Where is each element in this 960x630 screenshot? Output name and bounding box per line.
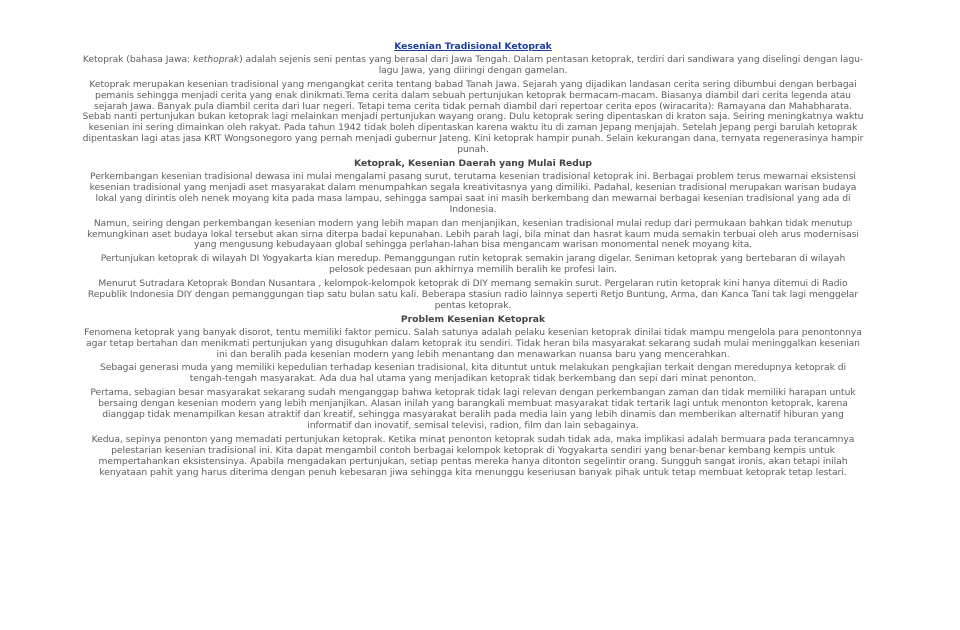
paragraph-pertunjukan: Pertunjukan ketoprak di wilayah DI Yogyakarta kian meredup. Pemanggungan rutin ketoprak semakin jarang digelar. Seniman ketoprak yang bertebaran di wilayah pelosok pedesaan pun akhirnya memilih beralih ke profesi lain. <box>100 253 846 276</box>
paragraph-kedua: Kedua, sepinya penonton yang memadati pertunjukan ketoprak. Ketika minat penonton ketoprak sudah tidak ada, maka implikasi adalah bermuara pada terancamnya pelestarian kesenian tradisional ini. Kita dapat mengambil contoh berbagai kelompok ketoprak di Yogyakarta sendiri yang benar-benar kembang kempis untuk mempertahankan eksistensinya. Apabila mengadakan pertunjukan, setiap pentas mereka hanya ditonton segelintir orang. Sungguh sangat ironis, akan tetapi inilah kenyataan pahit yang harus diterima dengan penuh kebesaran jiwa sehingga kita menunggu keseriusan banyak pihak untuk tetap membuat ketoprak tetap lestari. <box>91 433 855 478</box>
intro-text-start: Ketoprak (bahasa Jawa: <box>82 53 193 65</box>
paragraph-perkembangan: Perkembangan kesenian tradisional dewasa ini mulai mengalami pasang surut, terutama kesenian tradisional ketoprak ini. Berbagai problem terus mewarnai eksistensi kesenian tradisional yang menjadi aset masyarakat dalam menumpahkan segala kreativitasnya yang dimiliki. Padahal, kesenian tradisional merupakan warisan budaya lokal yang dirintis oleh nenek moyang kita pada masa lampau, sehingga sampai saat ini masih berkembang dan mewarnai berbagai kesenian tradisional yang ada di Indonesia. <box>89 170 857 215</box>
paragraph-pertama: Pertama, sebagian besar masyarakat sekarang sudah menganggap bahwa ketoprak tidak lagi relevan dengan perkembangan zaman dan tidak memiliki harapan untuk bersaing dengan kesenian modern yang lebih menjanjikan. Alasan inilah yang barangkali membuat masyarakat tidak tertarik lagi untuk menonton ketoprak, karena dianggap tidak menampilkan kesan atraktif dan kreatif, sehingga masyarakat beralih pada media lain yang lebih dinamis dan memberikan alternatif hiburan yang informatif dan inovatif, semisal televisi, radion, film dan lain sebagainya. <box>90 387 856 431</box>
article <box>82 42 864 482</box>
section-heading-redup: Ketoprak, Kesenian Daerah yang Mulai Redup <box>354 158 592 170</box>
intro-paragraph <box>82 55 864 77</box>
article-title-link[interactable]: Kesenian Tradisional Ketoprak <box>394 41 552 52</box>
section-heading-problem: Problem Kesenian Ketoprak <box>400 313 546 325</box>
paragraph-generasi-muda: Sebagai generasi muda yang memiliki kepedulian terhadap kesenian tradisional, kita dituntut untuk melakukan pengkajian terkait dengan meredupnya ketoprak di tengah-tengah masyarakat. Ada dua hal utama yang menjadikan ketoprak tidak berkembang dan sepi dari minat penonton. <box>99 362 847 385</box>
paragraph-menurut: Menurut Sutradara Ketoprak Bondan Nusantara , kelompok-kelompok ketoprak di DIY memang semakin surut. Pergelaran rutin ketoprak kini hanya ditemui di Radio Republik Indonesia DIY dengan pemanggungan tiap satu bulan satu kali. Beberapa stasiun radio lainnya seperti Retjo Buntung, Arma, dan Kanca Tani tak lagi menggelar pentas ketoprak. <box>87 278 859 311</box>
intro-text-end: ) adalah sejenis seni pentas yang berasal dari Jawa Tengah. Dalam pentasan ketoprak, terdiri dari sandiwara yang diselingi dengan lagu-lagu Jawa, yang diiringi dengan gamelan. <box>239 53 864 76</box>
paragraph-namun: Namun, seiring dengan perkembangan kesenian modern yang lebih mapan dan menjanjikan, kesenian tradisional mulai redup dari permukaan bahkan tidak menutup kemungkinan aset budaya lokal tersebut akan sirna diterpa badai kepunahan. Lebih parah lagi, bila minat dan hasrat kaum muda semakin terbuai oleh arus modernisasi yang mengusung kebudayaan global sehingga perlahan-lahan bisa mengancam warisan monomental nenek moyang kita. <box>87 217 859 251</box>
paragraph-fenomena: Fenomena ketoprak yang banyak disorot, tentu memiliki faktor pemicu. Salah satunya adalah pelaku kesenian ketoprak dinilai tidak mampu mengelola para penontonnya agar tetap bertahan dan menikmati pertunjukan yang disuguhkan dalam ketoprak itu sendiri. Tidak heran bila masyarakat sekarang sudah mulai meninggalkan kesenian ini dan beralih pada kesenian modern yang lebih menantang dan menawarkan nuansa baru yang mencerahkan. <box>84 326 862 360</box>
paragraph-history: Ketoprak merupakan kesenian tradisional yang mengangkat cerita tentang babad Tanah Jawa. Sejarah yang dijadikan landasan cerita sering dibumbui dengan berbagai pemanis sehingga menjadi cerita yang enak dinikmati.Tema cerita dalam sebuah pertunjukan ketoprak bermacam-macam. Biasanya diambil dari cerita legenda atau sejarah Jawa. Banyak pula diambil cerita dari luar negeri. Tetapi tema cerita tidak pernah diambil dari repertoar cerita epos (wiracarita): Ramayana dan Mahabharata. Sebab nanti pertunjukan bukan ketoprak lagi melainkan menjadi pertunjukan wayang orang. Dulu ketoprak sering dipentaskan di kraton saja. Seiring meningkatnya waktu kesenian ini sering dimainkan oleh rakyat. Pada tahun 1942 tidak boleh dipentaskan karena waktu itu di zaman Jepang menjajah. Setelah Jepang pergi barulah ketoprak dipentaskan lagi atas jasa KRT Wongsonegoro yang pernah menjadi gubernur Jateng. Kini ketoprak hampir punah. Selain kekurangan dana, ternyata regenerasinya hampir punah. <box>82 78 864 156</box>
intro-italic-term: kethoprak <box>192 53 240 65</box>
